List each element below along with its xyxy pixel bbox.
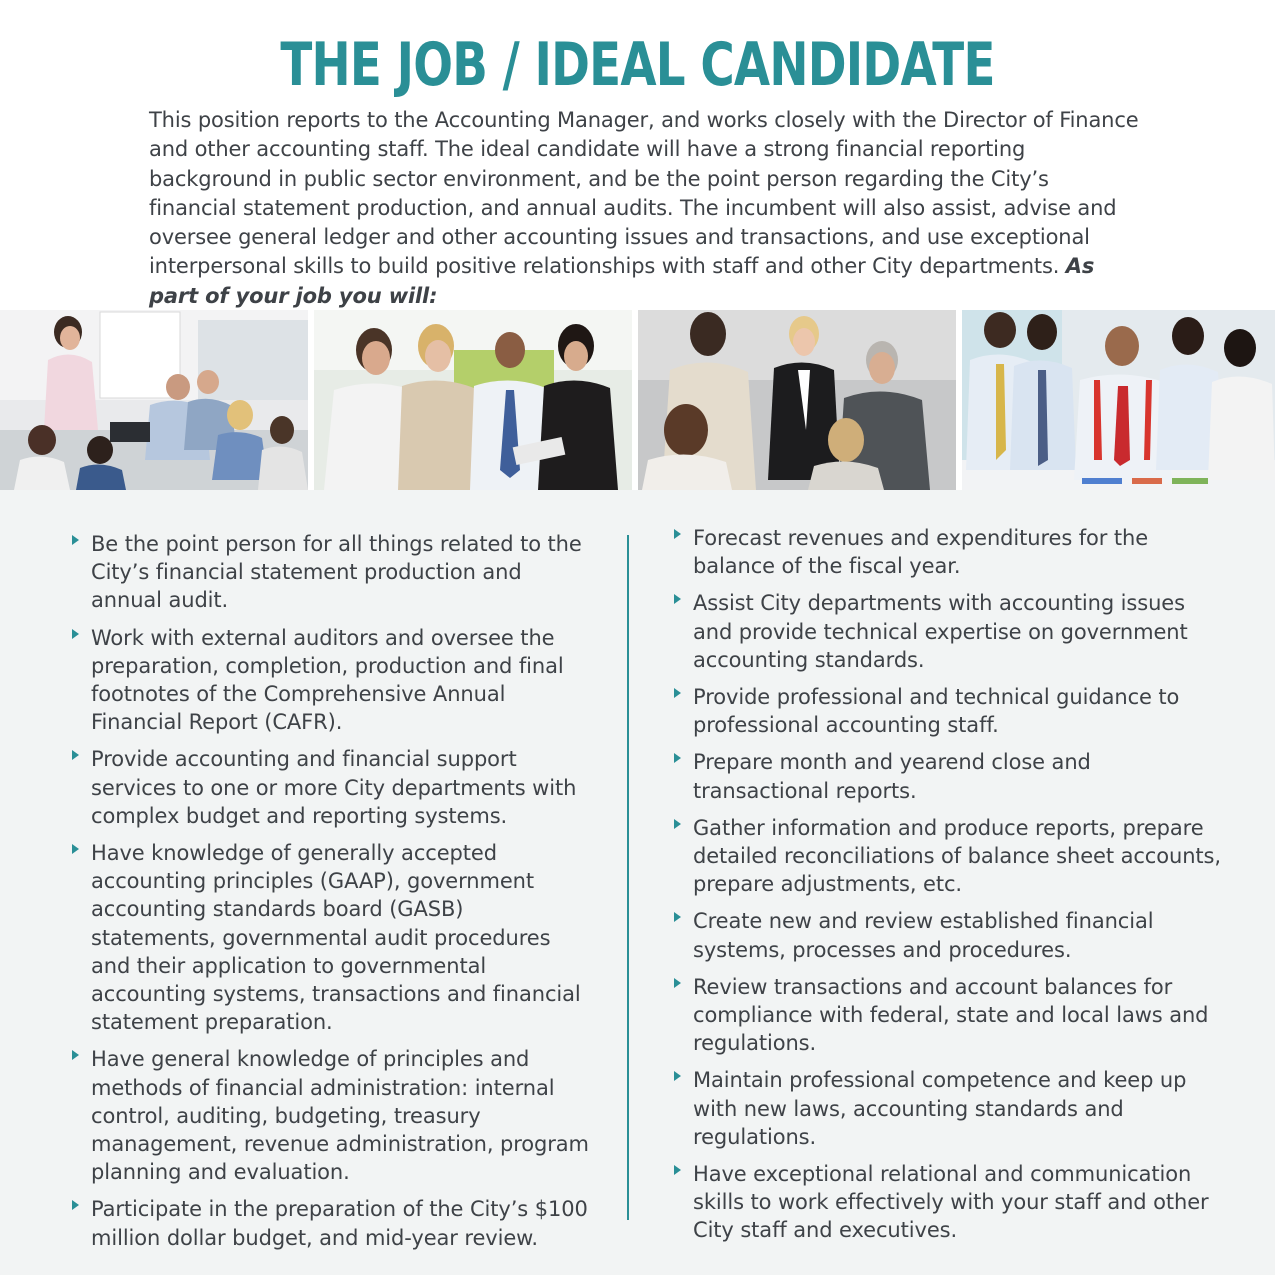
list-item xyxy=(71,1195,591,1251)
bullet-arrow-icon xyxy=(72,535,79,545)
list-item xyxy=(71,839,591,1036)
column-divider xyxy=(627,535,629,1220)
list-item-text: Gather information and produce reports, prepare detailed reconciliations of balance sheet accounts, prepare adjustments, etc. xyxy=(693,815,1221,897)
list-item xyxy=(673,589,1228,674)
bullet-arrow-icon xyxy=(674,529,681,539)
bullet-arrow-icon xyxy=(72,750,79,760)
list-item xyxy=(673,814,1228,899)
business-group-photo xyxy=(638,310,956,490)
intro-emphasis: As part of your job you will: xyxy=(149,254,1095,308)
intro-paragraph xyxy=(149,106,1139,311)
list-item xyxy=(673,1066,1228,1151)
team-review-charts-photo xyxy=(962,310,1275,490)
list-item xyxy=(673,973,1228,1058)
bullet-arrow-icon xyxy=(674,912,681,922)
bullet-arrow-icon xyxy=(72,844,79,854)
list-item-text: Work with external auditors and oversee the preparation, completion, production and final footnotes of the Comprehensive Annual Financial Report (CAFR). xyxy=(91,625,564,735)
team-discussion-photo xyxy=(314,310,632,490)
list-item-text: Review transactions and account balances for compliance with federal, state and local laws and regulations. xyxy=(693,974,1209,1056)
intro-text: This position reports to the Accounting Manager, and works closely with the Director of Finance and other accounting staff. The ideal candidate will have a strong financial reporting background in public sector environment, and be the point person regarding the City’s financial statement production, and annual audits. The incumbent will also assist, advise and oversee general ledger and other accounting issues and transactions, and use exceptional interpersonal skills to build positive relationships with staff and other City departments. xyxy=(149,108,1139,279)
list-item-text: Be the point person for all things related to the City’s financial statement production and annual audit. xyxy=(91,532,582,613)
list-item xyxy=(71,624,591,737)
duties-list-left xyxy=(71,530,591,1261)
list-item xyxy=(673,683,1228,739)
bullet-arrow-icon xyxy=(72,1200,79,1210)
list-item-text: Participate in the preparation of the City’s $100 million dollar budget, and mid-year review. xyxy=(91,1197,588,1250)
list-item xyxy=(71,1045,591,1186)
list-item-text: Have exceptional relational and communication skills to work effectively with your staff and other City staff and executives. xyxy=(693,1162,1209,1243)
list-item-text: Forecast revenues and expenditures for the balance of the fiscal year. xyxy=(693,526,1149,579)
duties-list-right xyxy=(673,524,1228,1254)
list-item-text: Assist City departments with accounting issues and provide technical expertise on government accounting standards. xyxy=(693,591,1188,672)
bullet-arrow-icon xyxy=(674,1165,681,1175)
bullet-arrow-icon xyxy=(674,753,681,763)
list-item xyxy=(673,907,1228,963)
photo-strip xyxy=(0,310,1275,490)
bullet-arrow-icon xyxy=(72,629,79,639)
bullet-arrow-icon xyxy=(674,978,681,988)
list-item-text: Have general knowledge of principles and methods of financial administration: internal control, auditing, budgeting, treasury management, revenue administration, program planning and evaluation. xyxy=(91,1047,589,1185)
bullet-arrow-icon xyxy=(674,688,681,698)
bullet-arrow-icon xyxy=(72,1050,79,1060)
list-item xyxy=(71,530,591,615)
list-item-text: Create new and review established financial systems, processes and procedures. xyxy=(693,909,1154,962)
bullet-arrow-icon xyxy=(674,594,681,604)
list-item xyxy=(71,745,591,830)
page-title: THE JOB / IDEAL CANDIDATE xyxy=(280,30,995,100)
list-item xyxy=(673,524,1228,580)
meeting-presentation-photo xyxy=(0,310,308,490)
bullet-arrow-icon xyxy=(674,819,681,829)
list-item xyxy=(673,748,1228,804)
list-item xyxy=(673,1160,1228,1245)
list-item-text: Provide accounting and financial support services to one or more City departments with complex budget and reporting systems. xyxy=(91,747,577,828)
list-item-text: Prepare month and yearend close and transactional reports. xyxy=(693,750,1091,803)
bullet-arrow-icon xyxy=(674,1071,681,1081)
list-item-text: Provide professional and technical guidance to professional accounting staff. xyxy=(693,685,1180,738)
list-item-text: Maintain professional competence and keep up with new laws, accounting standards and regulations. xyxy=(693,1068,1187,1149)
list-item-text: Have knowledge of generally accepted accounting principles (GAAP), government accounting standards board (GASB) statements, governmental audit procedures and their application to governmental accounting systems, transactions and financial statement preparation. xyxy=(91,841,581,1035)
